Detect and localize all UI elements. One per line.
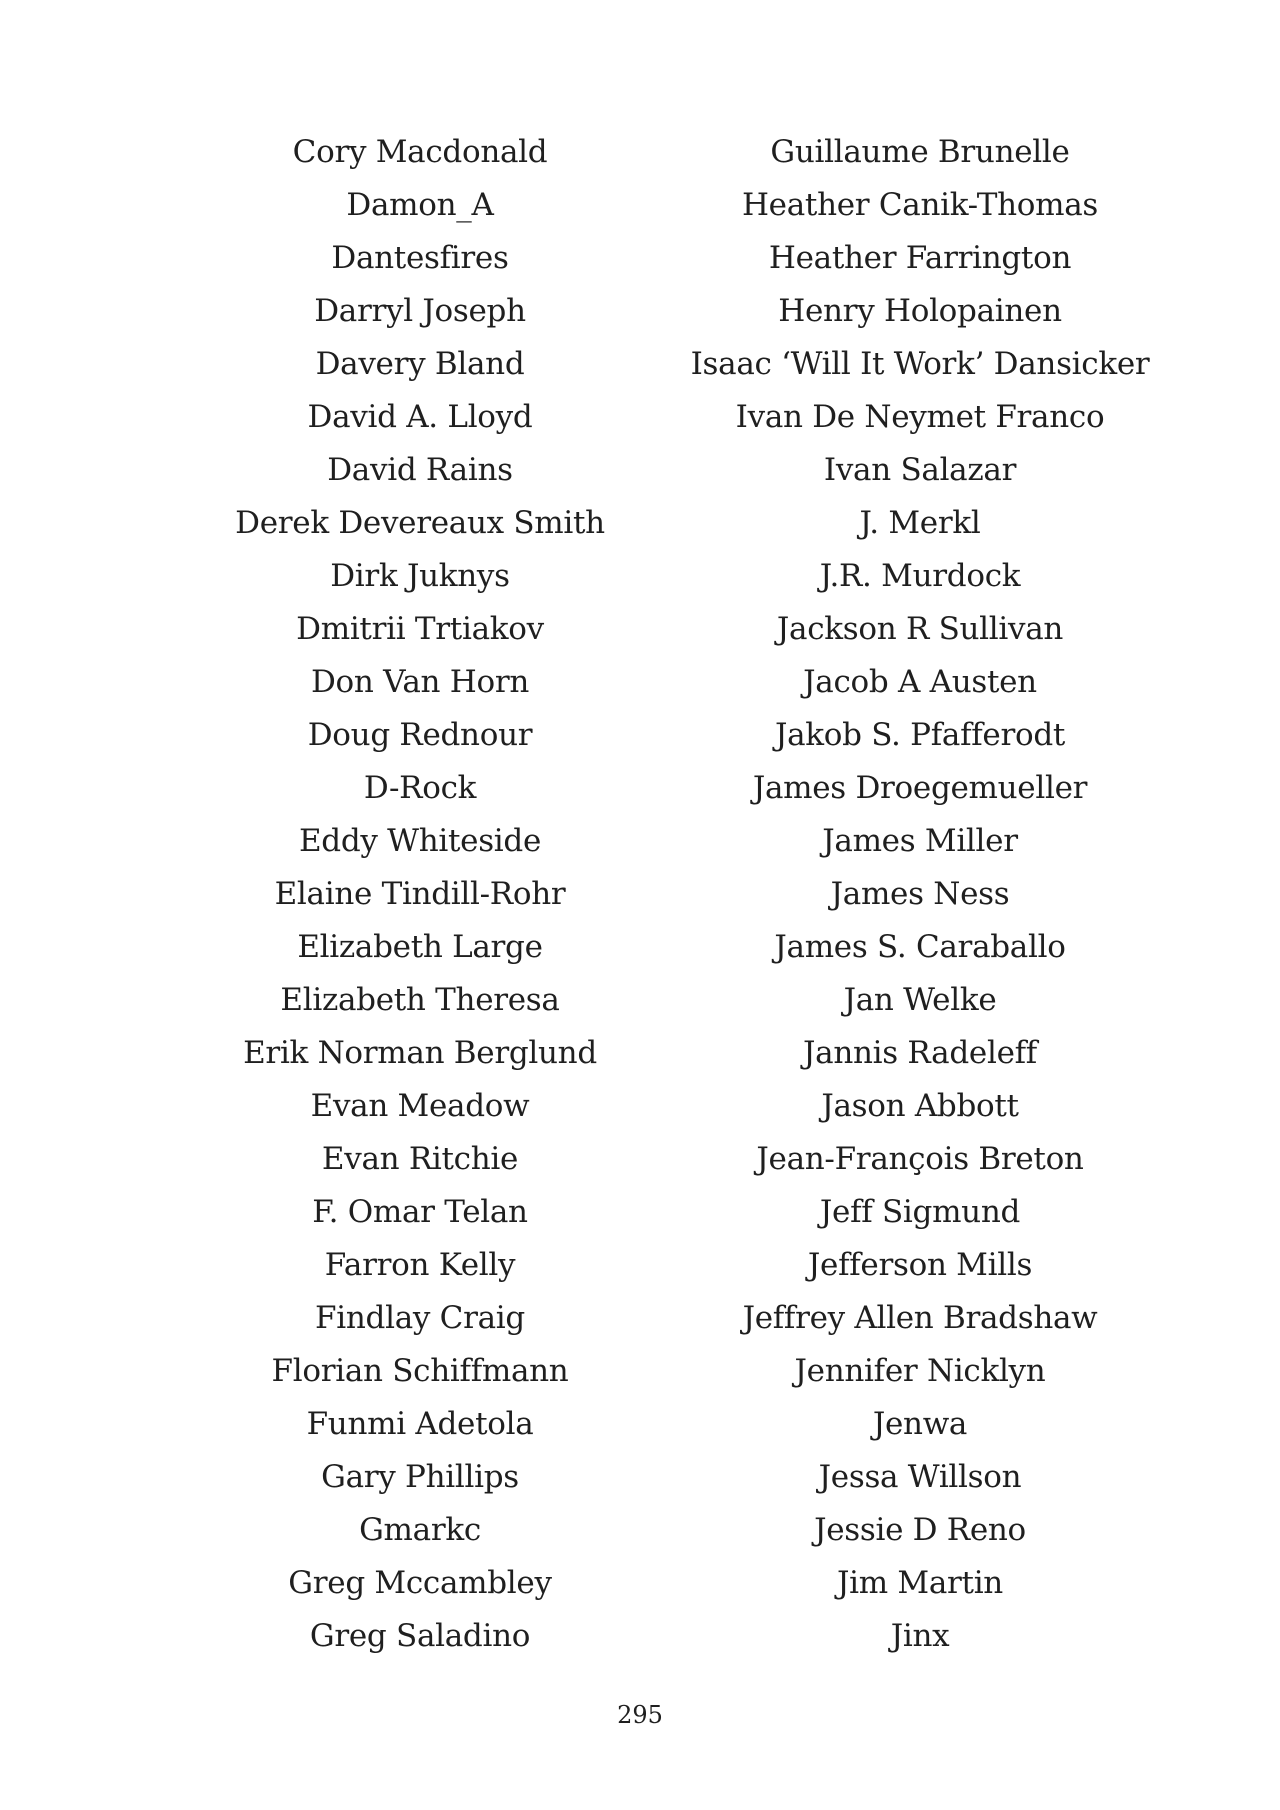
names-list <box>0 126 1280 1656</box>
name-entry: James Droegemueller <box>752 770 1088 806</box>
name-entry: Jenwa <box>872 1406 968 1442</box>
name-entry: Jessa Willson <box>818 1459 1022 1495</box>
name-entry: Funmi Adetola <box>306 1406 534 1442</box>
name-entry: Jan Welke <box>843 982 997 1018</box>
name-entry: Darryl Joseph <box>314 293 526 329</box>
name-entry: Evan Ritchie <box>321 1141 519 1177</box>
name-entry: Jessie D Reno <box>814 1512 1026 1548</box>
name-entry: Greg Mccambley <box>288 1565 552 1601</box>
name-entry: Elaine Tindill-Rohr <box>274 876 566 912</box>
name-entry: Jennifer Nicklyn <box>794 1353 1046 1389</box>
name-entry: David Rains <box>327 452 513 488</box>
name-entry: Greg Saladino <box>309 1618 531 1654</box>
name-entry: Elizabeth Large <box>297 929 543 965</box>
name-entry: Guillaume Brunelle <box>770 134 1070 170</box>
name-entry: D-Rock <box>363 770 477 806</box>
name-entry: Jakob S. Pfafferodt <box>774 717 1066 753</box>
page-number: 295 <box>617 1701 663 1729</box>
name-entry: Cory Macdonald <box>292 134 548 170</box>
name-entry: Ivan De Neymet Franco <box>735 399 1105 435</box>
name-entry: Farron Kelly <box>324 1247 516 1283</box>
name-entry: F. Omar Telan <box>312 1194 528 1230</box>
name-entry: Henry Holopainen <box>778 293 1062 329</box>
name-entry: James S. Caraballo <box>774 929 1066 965</box>
name-entry: Doug Rednour <box>307 717 533 753</box>
name-entry: Isaac ‘Will It Work’ Dansicker <box>690 346 1150 382</box>
name-entry: Eddy Whiteside <box>298 823 542 859</box>
names-column-right <box>690 126 1150 1663</box>
name-entry: Jannis Radeleff <box>803 1035 1037 1071</box>
name-entry: David A. Lloyd <box>307 399 533 435</box>
name-entry: Jefferson Mills <box>807 1247 1033 1283</box>
name-entry: J.R. Murdock <box>819 558 1021 594</box>
name-entry: Evan Meadow <box>310 1088 530 1124</box>
name-entry: Elizabeth Theresa <box>280 982 560 1018</box>
name-entry: Findlay Craig <box>315 1300 525 1336</box>
name-entry: Dantesfires <box>331 240 509 276</box>
name-entry: Gmarkc <box>359 1512 481 1548</box>
name-entry: James Ness <box>830 876 1010 912</box>
name-entry: Damon_A <box>346 187 494 223</box>
name-entry: Erik Norman Berglund <box>243 1035 597 1071</box>
name-entry: Florian Schiffmann <box>271 1353 569 1389</box>
name-entry: Jeff Sigmund <box>819 1194 1021 1230</box>
name-entry: Jackson R Sullivan <box>776 611 1064 647</box>
name-entry: Heather Farrington <box>768 240 1072 276</box>
name-entry: Gary Phillips <box>321 1459 519 1495</box>
name-entry: Derek Devereaux Smith <box>235 505 605 541</box>
name-entry: Jason Abbott <box>821 1088 1019 1124</box>
name-entry: Heather Canik-Thomas <box>741 187 1099 223</box>
name-entry: Jinx <box>890 1618 950 1654</box>
name-entry: James Miller <box>822 823 1018 859</box>
name-entry: J. Merkl <box>859 505 981 541</box>
name-entry: Dmitrii Trtiakov <box>296 611 544 647</box>
name-entry: Jeffrey Allen Bradshaw <box>742 1300 1098 1336</box>
name-entry: Don Van Horn <box>310 664 530 700</box>
name-entry: Jacob A Austen <box>803 664 1037 700</box>
names-column-left <box>220 126 620 1663</box>
name-entry: Jim Martin <box>837 1565 1003 1601</box>
name-entry: Jean-François Breton <box>756 1141 1084 1177</box>
name-entry: Davery Bland <box>315 346 525 382</box>
name-entry: Ivan Salazar <box>823 452 1017 488</box>
name-entry: Dirk Juknys <box>330 558 510 594</box>
